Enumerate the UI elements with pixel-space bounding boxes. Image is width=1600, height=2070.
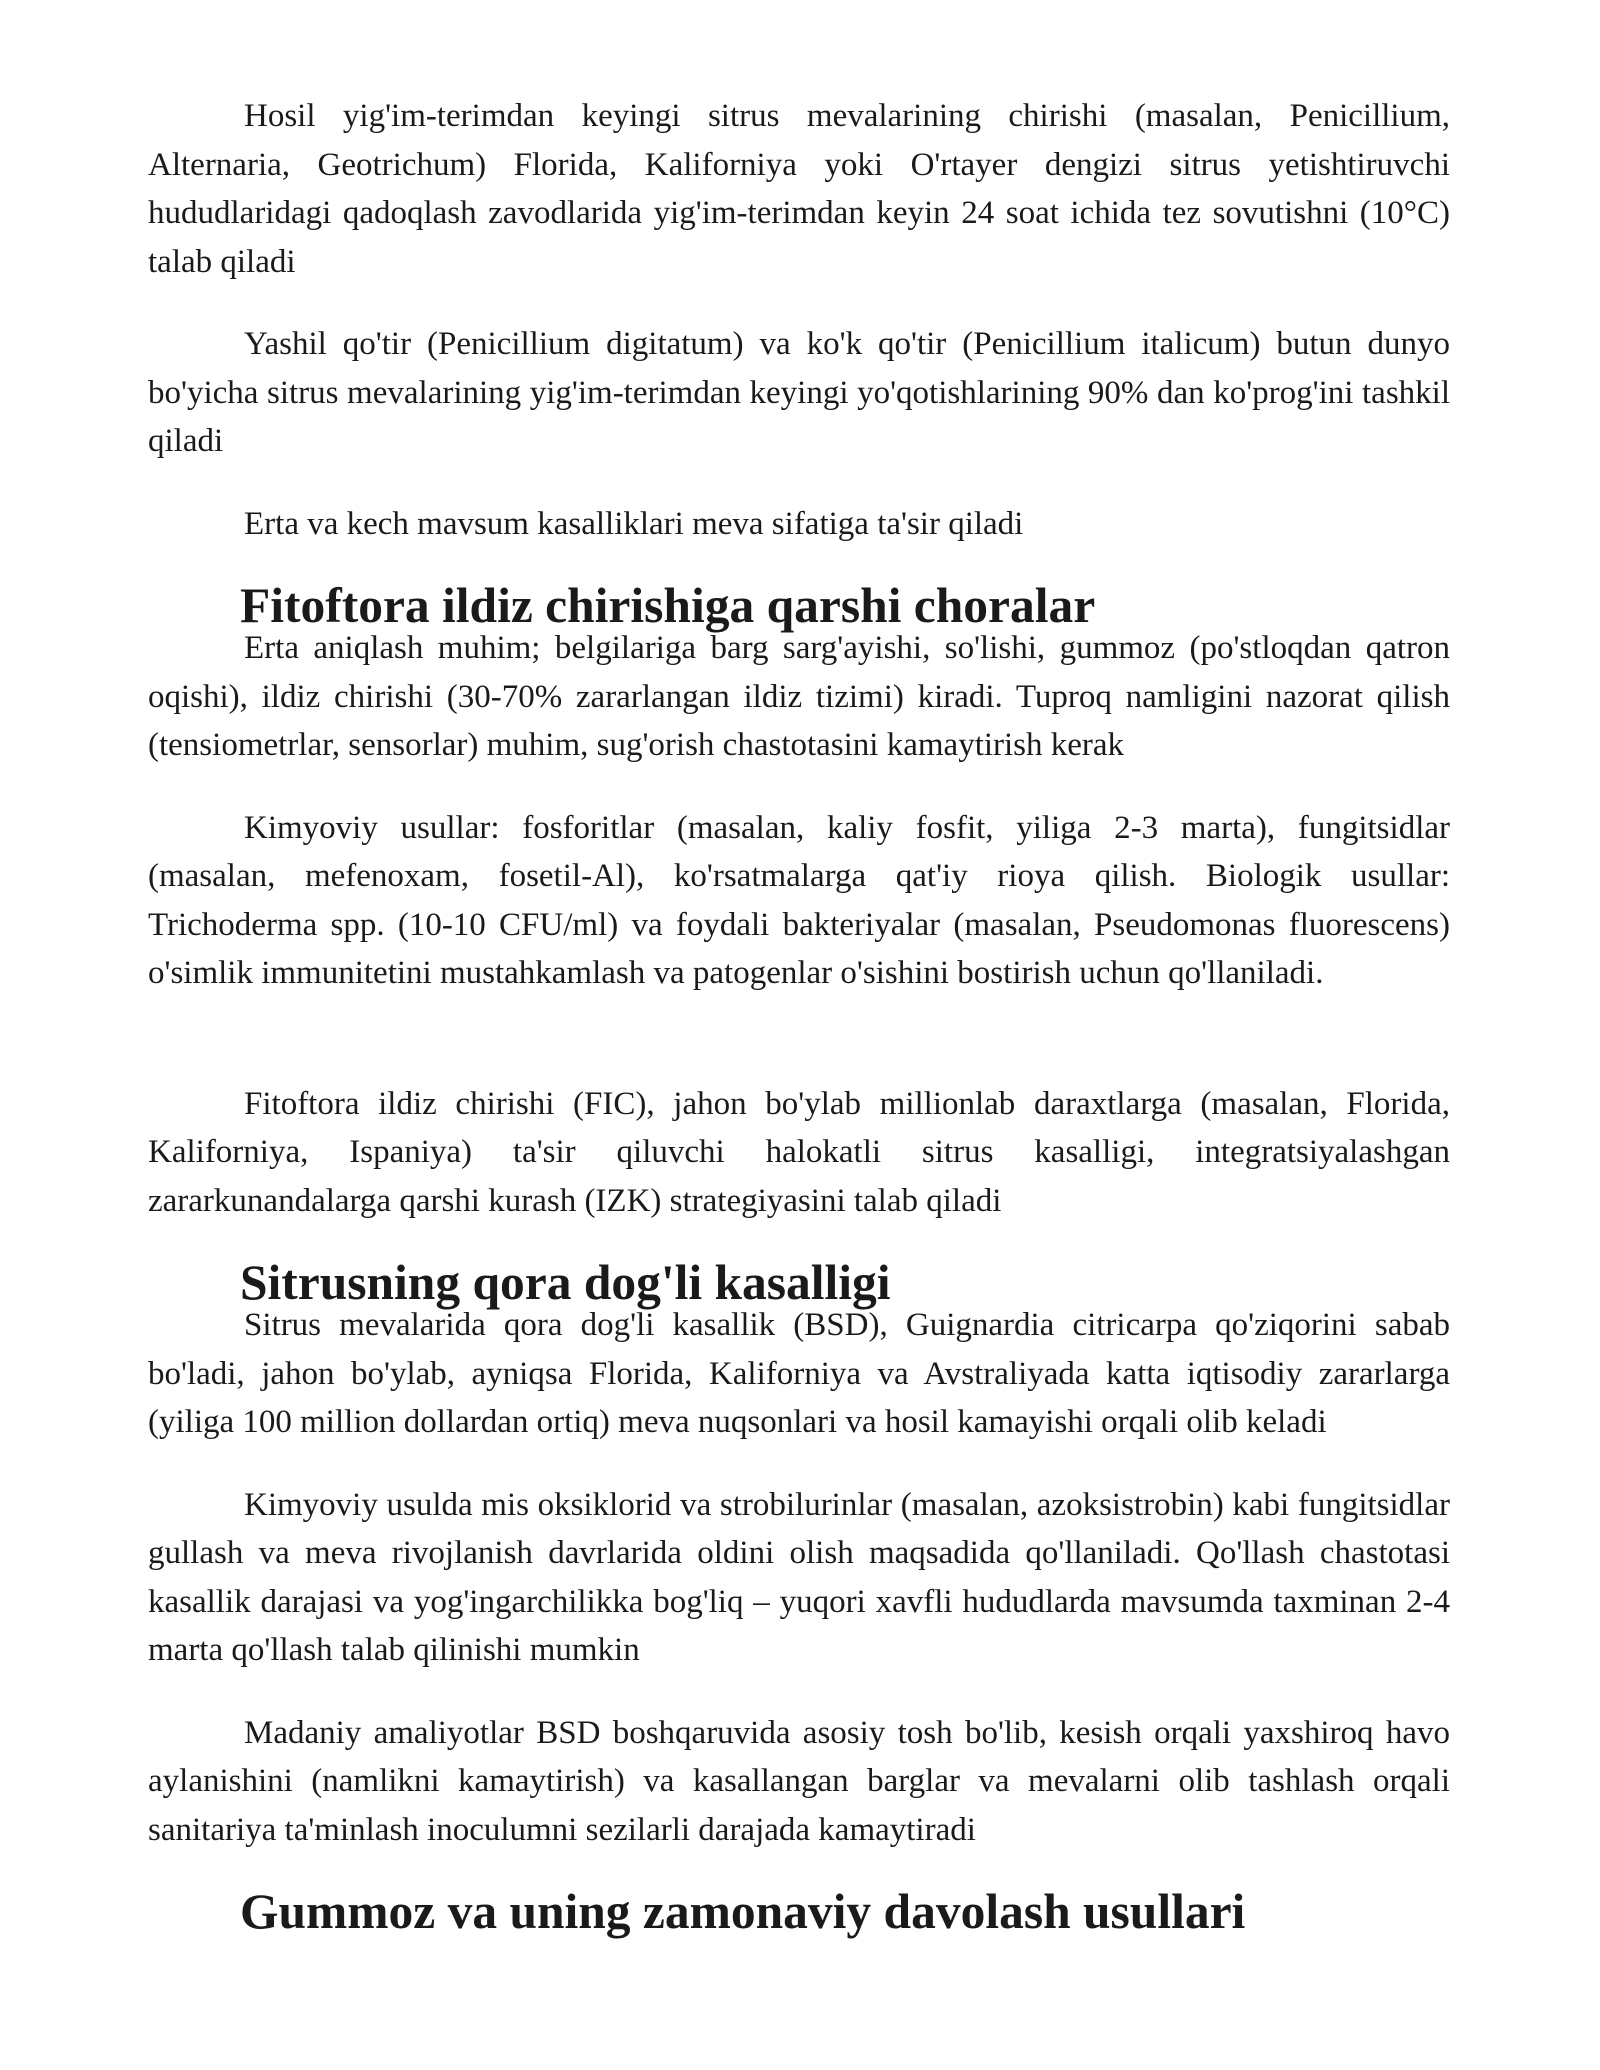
paragraph-black-spot-chemical: Kimyoviy usulda mis oksiklorid va strobilurinlar (masalan, azoksistrobin) kabi fungitsidlar gullash va meva rivojlanish davrlarida oldini olish maqsadida qo'llaniladi. Qo'llash chastotasi kasallik darajasi va yog'ingarchilikka bog'liq – yuqori xavfli hududlarda mavsumda taxminan 2-4 marta qo'llash talab qilinishi mumkin: [148, 1486, 1450, 1668]
paragraph-green-blue-mold: Yashil qo'tir (Penicillium digitatum) va ko'k qo'tir (Penicillium italicum) butun dunyo bo'yicha sitrus mevalarining yig'im-terimdan keyingi yo'qotishlarining 90% dan ko'prog'ini tashkil qiladi: [148, 326, 1450, 459]
paragraph-black-spot-cultural: Madaniy amaliyotlar BSD boshqaruvida asosiy tosh bo'lib, kesish orqali yaxshiroq havo aylanishini (namlikni kamaytirish) va kasallangan barglar va mevalarni olib tashlash orqali sanitariya ta'minlash inoculumni sezilarli darajada kamaytiradi: [148, 1714, 1450, 1848]
heading-gummosis-treatment: Gummoz va uning zamonaviy davolash usullari: [240, 1884, 1246, 1939]
paragraph-black-spot-overview: Sitrus mevalarida qora dog'li kasallik (BSD), Guignardia citricarpa qo'ziqorini sabab bo'ladi, jahon bo'ylab, ayniqsa Florida, Kaliforniya va Avstraliyada katta iqtisodiy zararlarga (yiliga 100 million dollardan ortiq) meva nuqsonlari va hosil kamayishi orqali olib keladi: [148, 1307, 1450, 1440]
paragraph-phytophthora-root-rot: Fitoftora ildiz chirishi (FIC), jahon bo'ylab millionlab daraxtlarga (masalan, Florida, Kaliforniya, Ispaniya) ta'sir qiluvchi halokatli sitrus kasalligi, integratsiyalashgan zararkunandalarga qarshi kurash (IZK) strategiyasini talab qiladi: [148, 1085, 1450, 1219]
heading-citrus-black-spot: Sitrusning qora dog'li kasalligi: [240, 1255, 891, 1310]
heading-phytophthora-measures: Fitoftora ildiz chirishiga qarshi choralar: [240, 578, 1096, 633]
paragraph-season-diseases: Erta va kech mavsum kasalliklari meva sifatiga ta'sir qiladi: [244, 505, 1024, 542]
paragraph-chemical-biological-methods: Kimyoviy usullar: fosforitlar (masalan, kaliy fosfit, yiliga 2-3 marta), fungitsidlar (masalan, mefenoxam, fosetil-Al), ko'rsatmalarga qat'iy rioya qilish. Biologik usullar: Trichoderma spp. (10-10 CFU/ml) va foydali bakteriyalar (masalan, Pseudomonas fluorescens) o'simlik immunitetini mustahkamlash va patogenlar o'sishini bostirish uchun qo'llaniladi.: [148, 809, 1450, 991]
paragraph-early-detection: Erta aniqlash muhim; belgilariga barg sarg'ayishi, so'lishi, gummoz (po'stloqdan qatron oqishi), ildiz chirishi (30-70% zararlangan ildiz tizimi) kiradi. Tuproq namligini nazorat qilish (tensiometrlar, sensorlar) muhim, sug'orish chastotasini kamaytirish kerak: [148, 630, 1450, 763]
paragraph-postharvest-rot: Hosil yig'im-terimdan keyingi sitrus mevalarining chirishi (masalan, Penicillium, Alternaria, Geotrichum) Florida, Kaliforniya yoki O'rtayer dengizi sitrus yetishtiruvchi hududlaridagi qadoqlash zavodlarida yig'im-terimdan keyin 24 soat ichida tez sovutishni (10°C) talab qiladi: [148, 98, 1450, 280]
document-page: [148, 92, 1450, 1939]
